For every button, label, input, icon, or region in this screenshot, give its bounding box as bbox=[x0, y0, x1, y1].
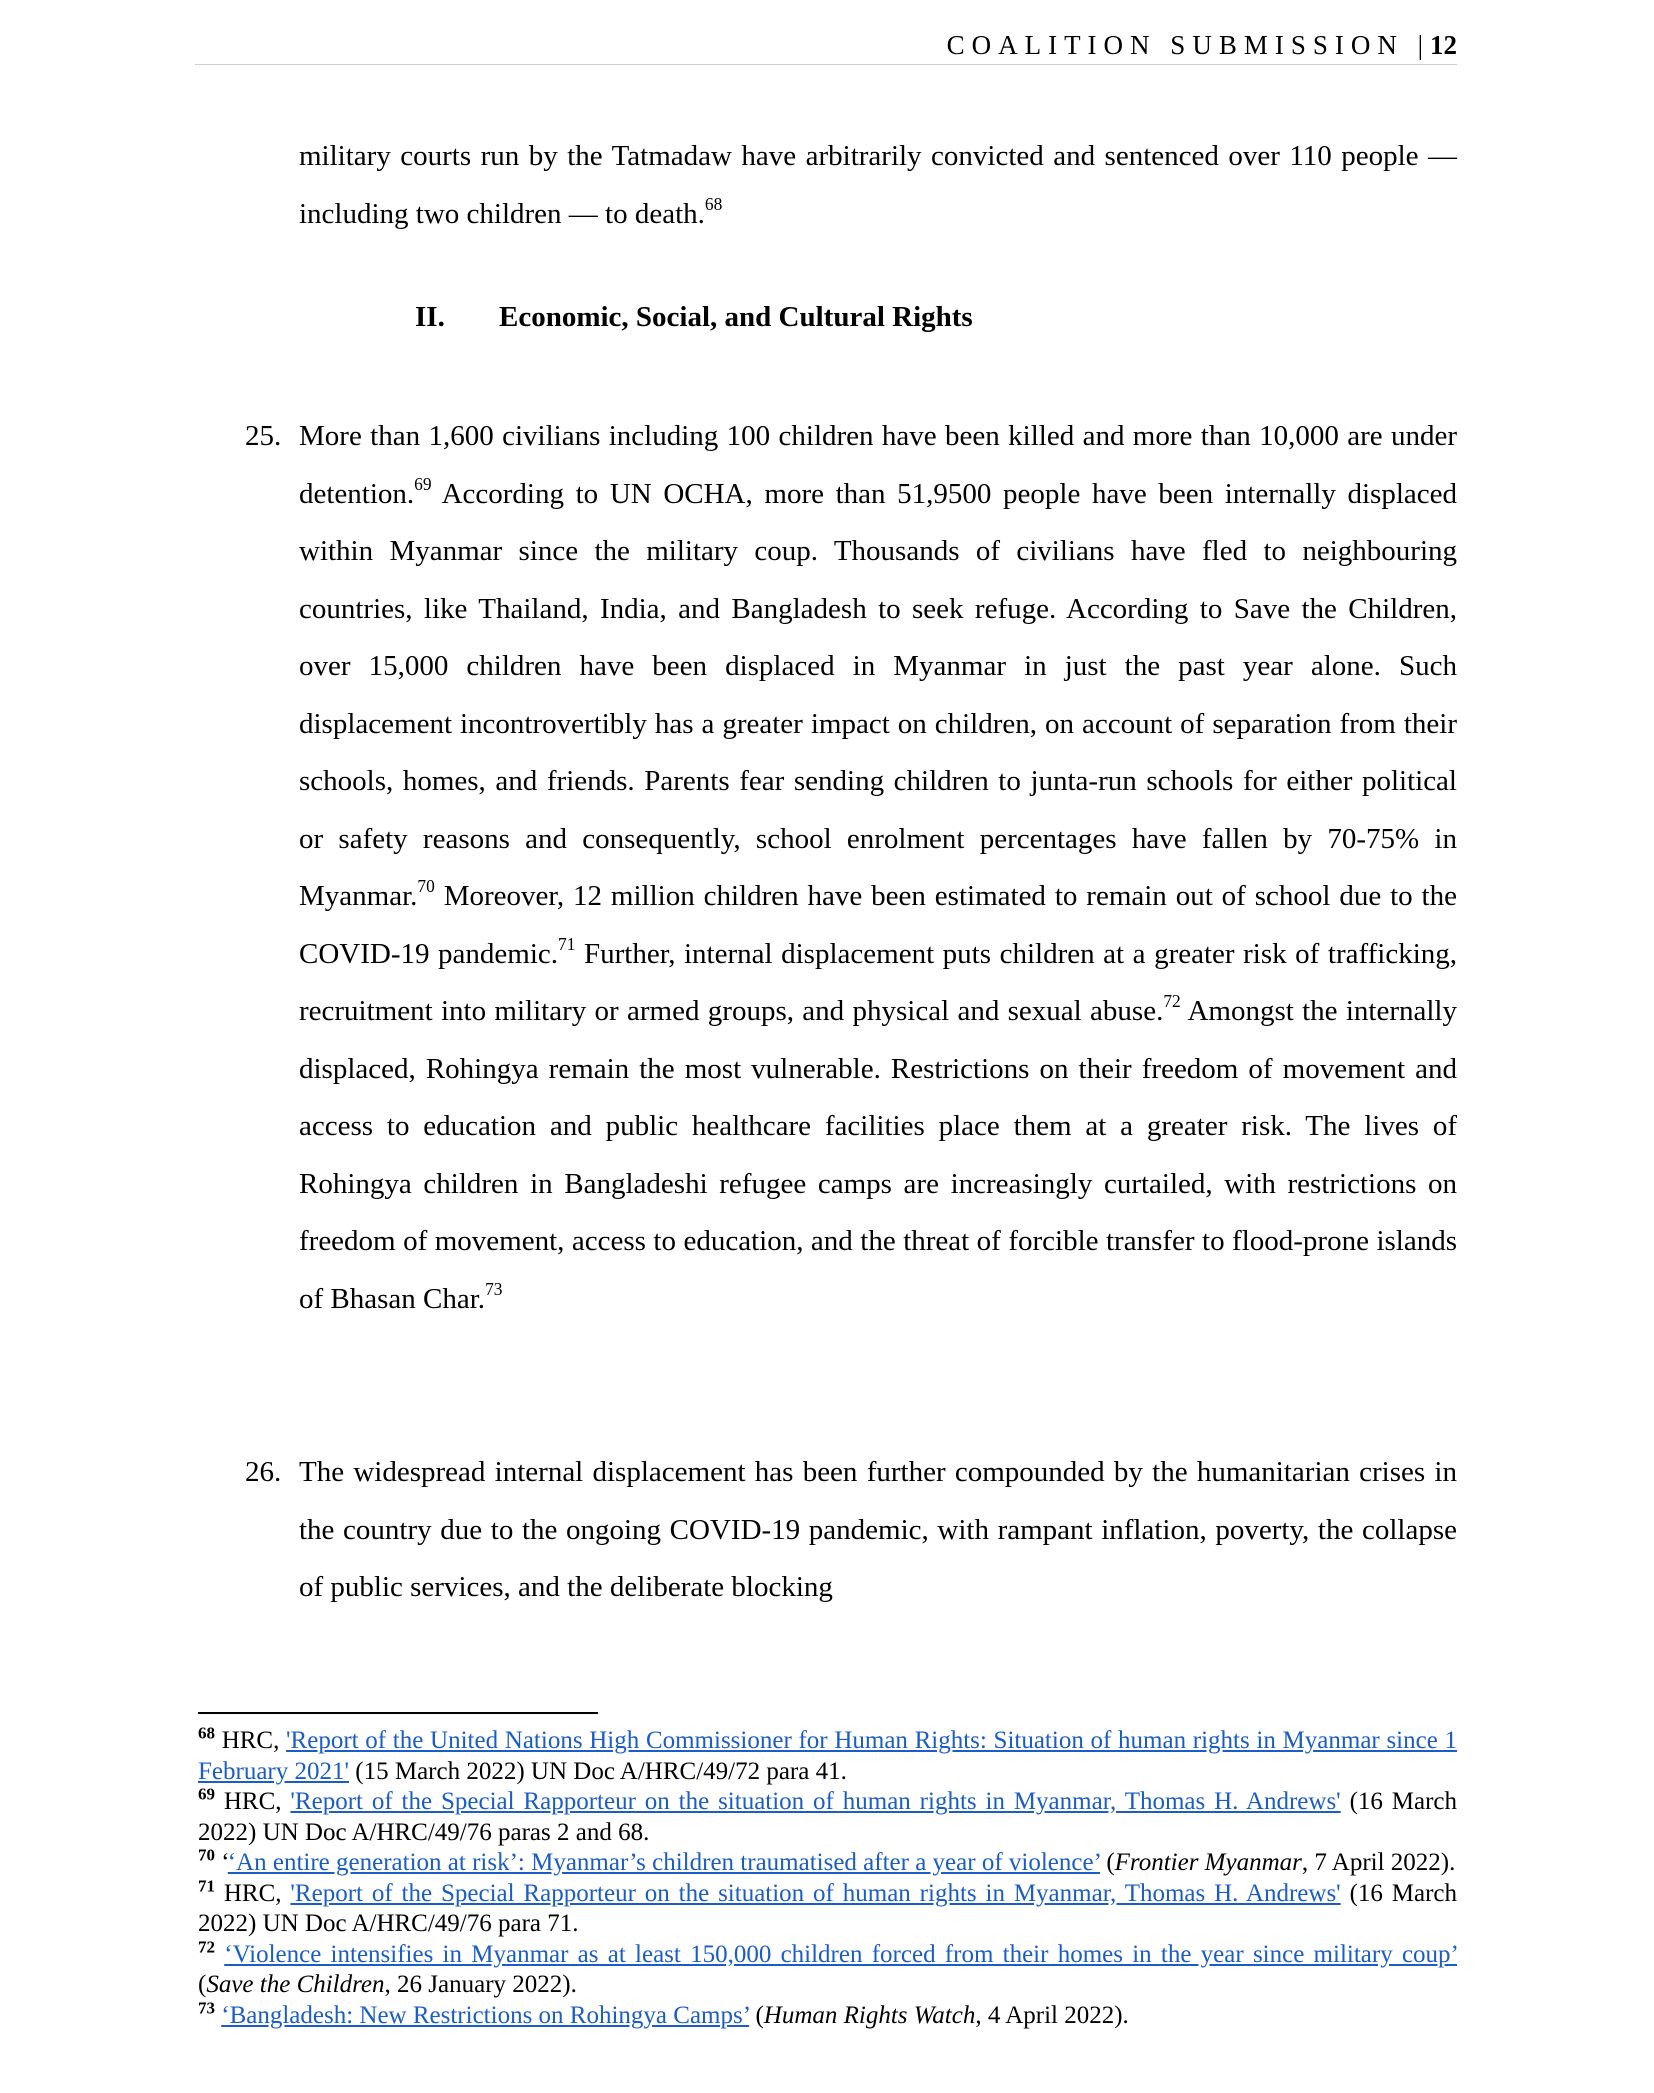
footnote-ref-68[interactable]: 68 bbox=[704, 193, 723, 214]
para-text: More than 1,600 civilians including 100 children have been killed and more than 10,000 are under detention. bbox=[299, 420, 1457, 510]
footnote-73 bbox=[198, 1998, 1457, 2032]
footnote-source: Save the Children bbox=[206, 1971, 385, 1998]
header-text bbox=[947, 30, 1457, 61]
footnote-link[interactable]: ‘Violence intensifies in Myanmar as at least 150,000 children forced from their homes in the year since military coup’ bbox=[224, 1940, 1458, 1968]
footnote-text: ( bbox=[749, 2001, 764, 2029]
section-heading: Economic, Social, and Cultural Rights bbox=[499, 301, 973, 333]
footnote-text: ( bbox=[1100, 1849, 1115, 1876]
paragraph-number: 26. bbox=[245, 1456, 282, 1488]
footnote-number: 73 bbox=[198, 1998, 215, 2018]
page-header bbox=[195, 26, 1457, 65]
footnote-link[interactable]: 'Report of the Special Rapporteur on the situation of human rights in Myanmar, Thomas H. Andrews' bbox=[290, 1788, 1341, 1815]
footnote-text: , 26 January 2022). bbox=[384, 1971, 577, 1998]
footnote-separator bbox=[198, 1712, 598, 1714]
footnote-number: 70 bbox=[198, 1845, 215, 1865]
paragraph-26 bbox=[245, 1444, 1457, 1617]
para-text: Moreover, 12 million children have been estimated to remain out of school due to the COVID-19 pandemic. bbox=[299, 880, 1457, 970]
footnote-71 bbox=[198, 1876, 1458, 1940]
footnote-number: 71 bbox=[198, 1876, 215, 1896]
footnote-ref-69[interactable]: 69 bbox=[414, 473, 432, 494]
footnote-68 bbox=[198, 1723, 1457, 1787]
header-title: COALITION SUBMISSION bbox=[946, 30, 1404, 60]
footnote-text: (15 March 2022) UN Doc A/HRC/49/72 para 41. bbox=[349, 1757, 847, 1785]
section-numeral: II. bbox=[415, 301, 445, 333]
footnote-source: Human Rights Watch bbox=[763, 2001, 976, 2029]
footnote-ref-70[interactable]: 70 bbox=[417, 875, 435, 896]
continuation-paragraph bbox=[299, 128, 1457, 243]
footnote-text: HRC, bbox=[215, 1879, 291, 1907]
paragraph-body bbox=[299, 408, 1457, 1328]
footnote-72 bbox=[198, 1937, 1458, 2001]
footnote-text: , 7 April 2022). bbox=[1301, 1849, 1456, 1876]
footnote-ref-71[interactable]: 71 bbox=[558, 933, 576, 954]
footnote-link[interactable]: ‘Bangladesh: New Restrictions on Rohingya Camps’ bbox=[221, 2001, 750, 2029]
footnote-link[interactable]: ‘An entire generation at risk’: Myanmar’s children traumatised after a year of violence’ bbox=[227, 1849, 1101, 1876]
footnote-text bbox=[215, 1941, 224, 1968]
footnote-text: ( bbox=[198, 1971, 207, 1998]
footnote-text: HRC, bbox=[215, 1727, 287, 1754]
header-separator: | bbox=[1417, 30, 1430, 60]
footnote-link[interactable]: 'Report of the Special Rapporteur on the situation of human rights in Myanmar, Thomas H. Andrews' bbox=[290, 1879, 1341, 1907]
footnote-ref-72[interactable]: 72 bbox=[1163, 990, 1181, 1011]
footnote-text: ‘ bbox=[215, 1849, 228, 1876]
footnote-number: 68 bbox=[198, 1723, 215, 1743]
paragraph-25 bbox=[245, 408, 1457, 1328]
footnote-text: HRC, bbox=[215, 1788, 291, 1815]
page-number: 12 bbox=[1430, 30, 1457, 60]
footnote-text: , 4 April 2022). bbox=[975, 2001, 1129, 2029]
footnote-70 bbox=[198, 1845, 1457, 1879]
footnote-69 bbox=[198, 1784, 1458, 1848]
paragraph-body: The widespread internal displacement has been further compounded by the humanitarian crises in the country due to the ongoing COVID-19 pandemic, with rampant inflation, poverty, the collapse of public services, and the deliberate blocking bbox=[299, 1456, 1457, 1603]
paragraph-number: 25. bbox=[245, 420, 282, 452]
footnote-text: (16 March 2022) UN Doc A/HRC/49/76 paras 2 and 68. bbox=[198, 1788, 1458, 1846]
footnote-text: (16 March 2022) UN Doc A/HRC/49/76 para 71. bbox=[198, 1879, 1458, 1937]
para-text: According to UN OCHA, more than 51,9500 people have been internally displaced within Myanmar since the military coup. Thousands of civilians have fled to neighbouring countries, like Thailand, India, and Bangladesh to seek refuge. According to Save the Children, over 15,000 children have been displaced in Myanmar in just the past year alone. Such displacement incontrovertibly has a greater impact on children, on account of separation from their schools, homes, and friends. Parents fear sending children to junta-run schools for either political or safety reasons and consequently, school enrolment percentages have fallen by 70-75% in Myanmar. bbox=[299, 477, 1457, 912]
footnote-ref-73[interactable]: 73 bbox=[485, 1278, 503, 1299]
footnote-source: Frontier Myanmar bbox=[1114, 1849, 1302, 1876]
footnote-number: 72 bbox=[198, 1937, 215, 1957]
footnote-link[interactable]: 'Report of the United Nations High Commissioner for Human Rights: Situation of human rights in Myanmar since 1 February 2021' bbox=[198, 1727, 1457, 1785]
para-text: Amongst the internally displaced, Rohingya remain the most vulnerable. Restrictions on their freedom of movement and access to education and public healthcare facilities place them at a greater risk. The lives of Rohingya children in Bangladeshi refugee camps are increasingly curtailed, with restrictions on freedom of movement, access to education, and the threat of forcible transfer to flood-prone islands of Bhasan Char. bbox=[299, 995, 1457, 1315]
para-text: Further, internal displacement puts children at a greater risk of trafficking, recruitment into military or armed groups, and physical and sexual abuse. bbox=[299, 937, 1457, 1027]
continuation-text: military courts run by the Tatmadaw have arbitrarily convicted and sentenced over 110 people — including two children — to death. bbox=[299, 140, 1457, 230]
footnote-number: 69 bbox=[198, 1784, 215, 1804]
footnotes bbox=[198, 1723, 1458, 2031]
